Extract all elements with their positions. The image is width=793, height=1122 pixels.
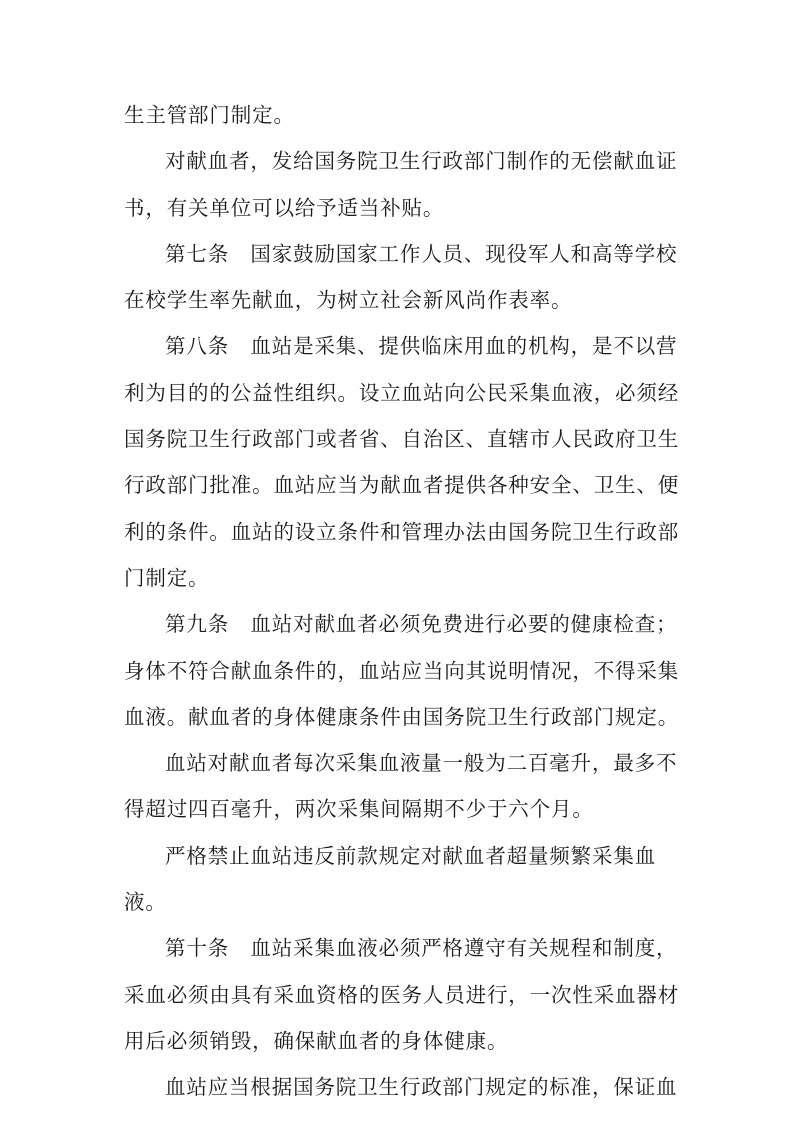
text-line: 在校学生率先献血，为树立社会新风尚作表率。 xyxy=(124,288,573,313)
text-line: 利的条件。血站的设立条件和管理办法由国务院卫生行政部 xyxy=(124,519,680,544)
article-9-line: 第九条 血站对献血者必须免费进行必要的健康检查； xyxy=(165,612,678,637)
text-line: 得超过四百毫升，两次采集间隔期不少于六个月。 xyxy=(124,797,594,822)
text-line: 血液。献血者的身体健康条件由国务院卫生行政部门规定。 xyxy=(124,704,680,729)
text-line: 生主管部门制定。 xyxy=(124,103,295,127)
text-line: 血站应当根据国务院卫生行政部门规定的标准，保证血 xyxy=(165,1075,678,1100)
text-line: 采血必须由具有采血资格的医务人员进行，一次性采血器材 xyxy=(124,982,680,1007)
article-8-line: 第八条 血站是采集、提供临床用血的机构，是不以营 xyxy=(165,334,678,359)
text-line: 严格禁止血站违反前款规定对献血者超量频繁采集血 xyxy=(165,843,657,868)
text-line: 书，有关单位可以给予适当补贴。 xyxy=(124,195,445,220)
text-line: 用后必须销毁，确保献血者的身体健康。 xyxy=(124,1028,509,1053)
text-line: 门制定。 xyxy=(124,565,210,590)
text-line: 行政部门批准。血站应当为献血者提供各种安全、卫生、便 xyxy=(124,473,680,498)
text-line: 对献血者，发给国务院卫生行政部门制作的无偿献血证 xyxy=(165,149,678,174)
article-10-line: 第十条 血站采集血液必须严格遵守有关规程和制度， xyxy=(165,936,678,961)
text-line: 液。 xyxy=(124,890,167,915)
text-line: 血站对献血者每次采集血液量一般为二百毫升，最多不 xyxy=(165,751,678,776)
text-line: 国务院卫生行政部门或者省、自治区、直辖市人民政府卫生 xyxy=(124,427,680,452)
body-text xyxy=(124,92,680,1111)
text-line: 利为目的的公益性组织。设立血站向公民采集血液，必须经 xyxy=(124,380,680,405)
article-7-line: 第七条 国家鼓励国家工作人员、现役军人和高等学校 xyxy=(165,241,678,266)
text-line: 身体不符合献血条件的，血站应当向其说明情况，不得采集 xyxy=(124,658,680,683)
